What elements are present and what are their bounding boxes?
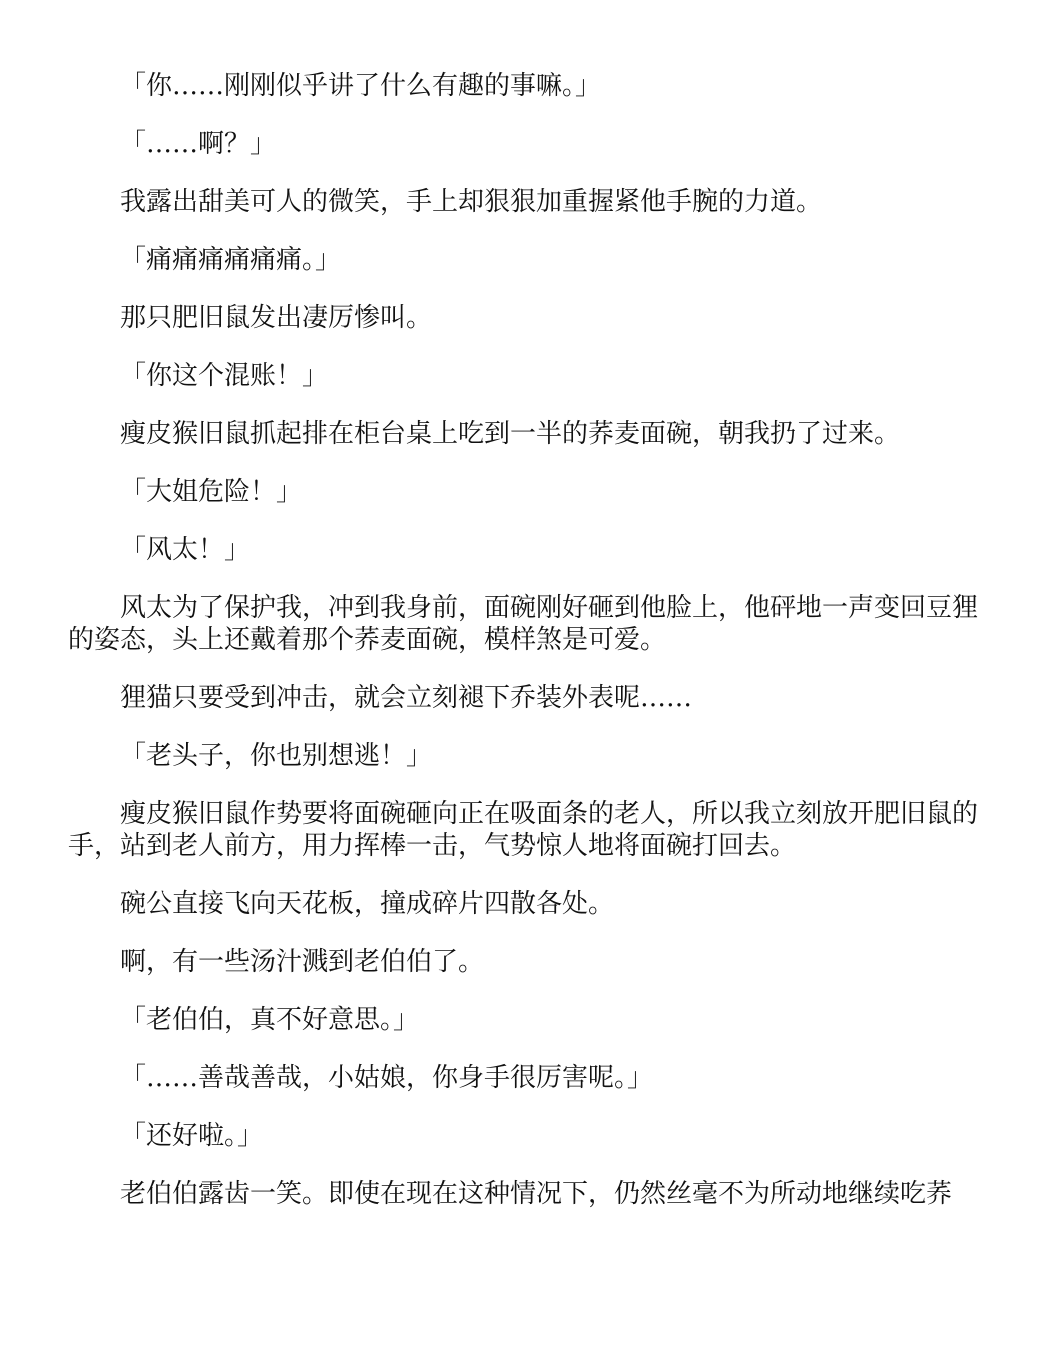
- paragraph: 「痛痛痛痛痛痛。」: [120, 245, 342, 275]
- paragraph: 「风太！」: [120, 535, 251, 565]
- paragraph: 「老伯伯，真不好意思。」: [120, 1005, 420, 1035]
- paragraph: 「……善哉善哉，小姑娘，你身手很厉害呢。」: [120, 1063, 654, 1093]
- paragraph: 那只肥旧鼠发出凄厉惨叫。: [120, 303, 433, 333]
- document-page: [68, 70, 978, 1236]
- paragraph: 「还好啦。」: [120, 1121, 264, 1151]
- paragraph: 老伯伯露齿一笑。即使在现在这种情况下，仍然丝毫不为所动地继续吃荞: [120, 1179, 953, 1209]
- paragraph: 瘦皮猴旧鼠抓起排在柜台桌上吃到一半的荞麦面碗，朝我扔了过来。: [120, 419, 901, 449]
- paragraph: 「你这个混账！」: [120, 361, 329, 391]
- paragraph: 「老头子，你也别想逃！」: [120, 741, 433, 771]
- paragraph: 「大姐危险！」: [120, 477, 303, 507]
- paragraph: 啊，有一些汤汁溅到老伯伯了。: [120, 947, 485, 977]
- paragraph: 狸猫只要受到冲击，就会立刻褪下乔装外表呢……: [120, 683, 693, 713]
- paragraph: 「……啊？」: [120, 129, 277, 159]
- paragraph: 我露出甜美可人的微笑，手上却狠狠加重握紧他手腕的力道。: [120, 187, 823, 217]
- paragraph: 碗公直接飞向天花板，撞成碎片四散各处。: [120, 889, 615, 919]
- paragraph: 风太为了保护我，冲到我身前，面碗刚好砸到他脸上，他砰地一声变回豆狸的姿态，头上还戴着那个荞麦面碗，模样煞是可爱。: [68, 593, 979, 655]
- paragraph: 瘦皮猴旧鼠作势要将面碗砸向正在吸面条的老人，所以我立刻放开肥旧鼠的手，站到老人前方，用力挥棒一击，气势惊人地将面碗打回去。: [68, 799, 979, 861]
- paragraph: 「你……刚刚似乎讲了什么有趣的事嘛。」: [120, 71, 602, 101]
